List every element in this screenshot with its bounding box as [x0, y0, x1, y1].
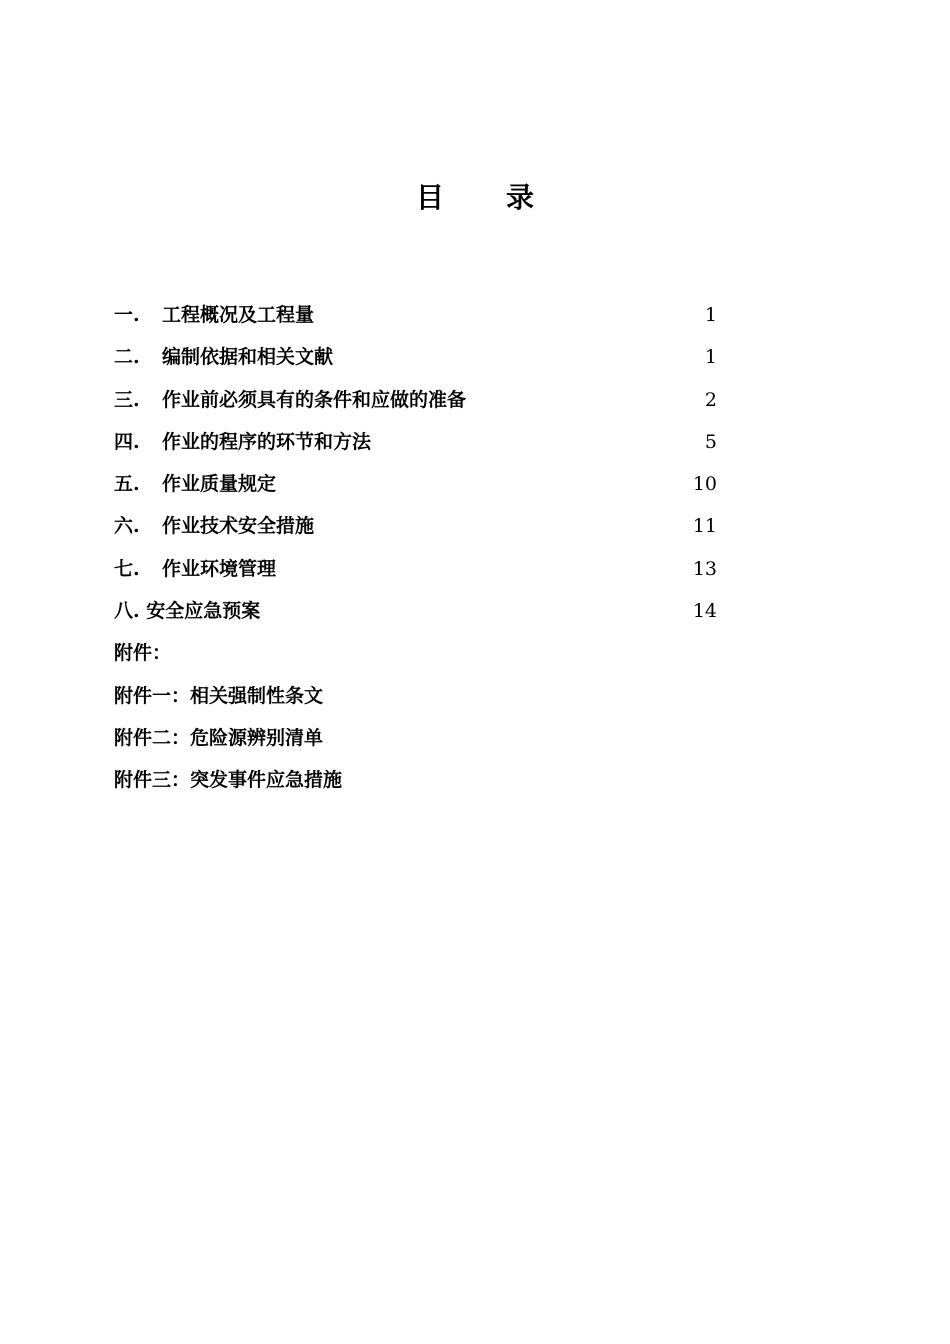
attachment-item-2[interactable]	[114, 719, 717, 761]
toc-entry-3[interactable]	[114, 381, 717, 423]
toc-entry-number: 五.	[114, 473, 140, 496]
toc-entry-7[interactable]	[114, 550, 717, 592]
toc-entry-page: 1	[704, 346, 717, 369]
title-char-2: 录	[506, 181, 535, 214]
toc-entry-page: 1	[704, 304, 717, 326]
attachment-item-1[interactable]	[114, 677, 717, 719]
toc-entry-title: 作业环境管理	[162, 557, 277, 580]
toc-entry-page: 14	[692, 600, 717, 623]
toc-entry-number: 一.	[114, 304, 140, 326]
toc-entry-4[interactable]	[114, 423, 717, 465]
toc-entry-8[interactable]	[114, 592, 717, 634]
toc-entry-number: 六.	[114, 515, 140, 538]
toc-entry-page: 13	[692, 557, 717, 580]
toc-entry-title: 工程概况及工程量	[162, 304, 315, 326]
toc-entry-title: 编制依据和相关文献	[162, 346, 334, 369]
toc-entry-title: 作业前必须具有的条件和应做的准备	[162, 388, 467, 411]
toc-entry-page: 10	[692, 473, 717, 496]
toc-entry-title: 作业质量规定	[162, 473, 277, 496]
attachments-heading-label: 附件：	[114, 642, 172, 665]
attachments-heading	[114, 634, 717, 676]
toc-entry-1[interactable]	[114, 296, 717, 338]
toc-entry-number: 四.	[114, 430, 140, 453]
toc-entry-title: 作业技术安全措施	[162, 515, 315, 538]
toc-entry-5[interactable]	[114, 465, 717, 507]
toc-entry-2[interactable]	[114, 338, 717, 380]
toc-entry-page: 2	[704, 388, 717, 411]
toc-entry-page: 5	[704, 430, 717, 453]
toc-entry-page: 11	[692, 515, 717, 538]
table-of-contents	[114, 296, 717, 804]
toc-entry-title: 八. 安全应急预案	[114, 600, 261, 623]
attachment-item-label: 附件一：相关强制性条文	[114, 684, 324, 707]
page-title	[0, 178, 950, 218]
toc-entry-number: 七.	[114, 557, 140, 580]
title-char-1: 目	[415, 181, 444, 214]
toc-entry-6[interactable]	[114, 507, 717, 549]
toc-entry-number: 二.	[114, 346, 140, 369]
attachment-item-3[interactable]	[114, 761, 717, 803]
attachment-item-label: 附件三：突发事件应急措施	[114, 769, 343, 792]
toc-entry-number: 三.	[114, 388, 140, 411]
toc-entry-title: 作业的程序的环节和方法	[162, 430, 372, 453]
attachment-item-label: 附件二：危险源辨别清单	[114, 726, 324, 749]
